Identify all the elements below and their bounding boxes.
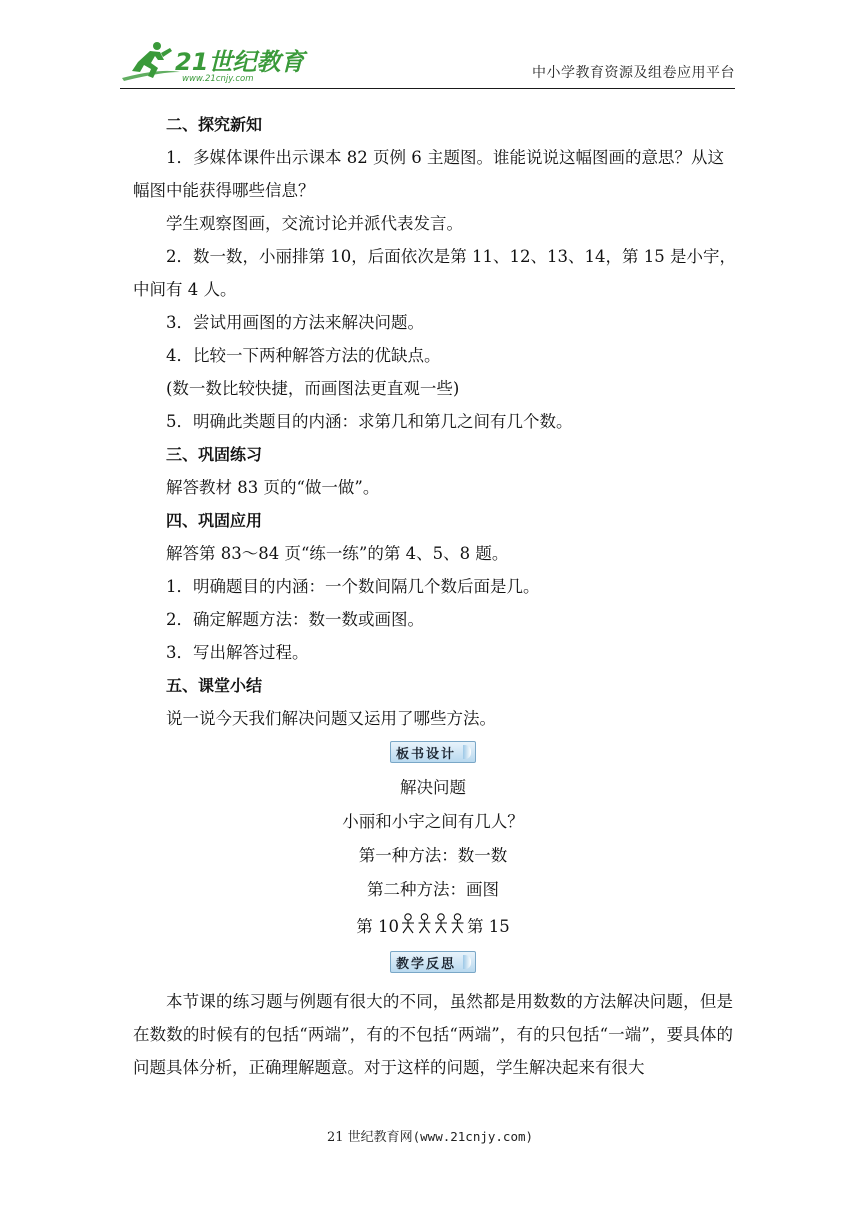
board-line: 小丽和小宇之间有几人？ (342, 812, 524, 831)
header-platform-text: 中小学教育资源及组卷应用平台 (532, 65, 735, 81)
figure-left-label: 第 10 (356, 917, 399, 936)
paragraph: 2．数一数，小丽排第 10，后面依次是第 11、12、13、14，第 15 是小宇， (166, 247, 736, 266)
footer-url: (www.21cnjy.com) (412, 1129, 534, 1144)
footer-site-name: 21 世纪教育网 (326, 1130, 413, 1145)
stick-figure (402, 914, 414, 933)
paragraph: 幅图中能获得哪些信息？ (133, 181, 315, 200)
section-title: 三、巩固练习 (166, 445, 263, 464)
paragraph: 2．确定解题方法：数一数或画图。 (166, 610, 424, 629)
paragraph: (数一数比较快捷，而画图法更直观一些) (166, 379, 460, 398)
svg-text:www.21cnjy.com: www.21cnjy.com (182, 74, 254, 84)
paragraph: 说一说今天我们解决问题又运用了哪些方法。 (166, 709, 496, 728)
section-title: 五、课堂小结 (166, 676, 263, 695)
header-divider (120, 88, 735, 89)
paragraph: 解答教材 83 页的“做一做”。 (166, 478, 380, 497)
site-logo (120, 38, 305, 84)
board-banner-wrap (133, 735, 733, 771)
reflection-banner-wrap (133, 947, 733, 985)
stick-figure (452, 914, 464, 933)
board-line: 第一种方法：数一数 (358, 846, 508, 865)
stick-figure (419, 914, 431, 933)
teaching-reflection-banner: 教学反思 (390, 951, 476, 973)
stick-figure (435, 914, 447, 933)
board-design-banner: 板书设计 (390, 741, 476, 763)
section-title: 四、巩固应用 (166, 511, 263, 530)
page-footer (0, 1126, 860, 1145)
document-body (133, 108, 736, 1084)
section-title: 二、探究新知 (166, 115, 263, 134)
paragraph: 4．比较一下两种解答方法的优缺点。 (166, 346, 441, 365)
svg-text:21世纪教育: 21世纪教育 (175, 48, 305, 76)
stick-figures (399, 913, 467, 935)
paragraph: 1．明确题目的内涵：一个数间隔几个数后面是几。 (166, 577, 540, 596)
paragraph: 3．写出解答过程。 (166, 643, 309, 662)
reflection-paragraph: 本节课的练习题与例题有很大的不同，虽然都是用数数的方法解决问题，但是在数数的时候有的包括“两端”，有的不包括“两端”，有的只包括“一端”，要具体的问题具体分析，正确理解题意。对于这样的问题，学生解决起来有很大 (133, 992, 733, 1077)
board-line: 第二种方法：画图 (367, 880, 499, 899)
paragraph: 学生观察图画，交流讨论并派代表发言。 (166, 214, 463, 233)
board-line: 解决问题 (400, 778, 466, 797)
paragraph: 解答第 83～84 页“练一练”的第 4、5、8 题。 (166, 544, 509, 563)
paragraph: 3．尝试用画图的方法来解决问题。 (166, 313, 424, 332)
figure-right-label: 第 15 (467, 917, 510, 936)
paragraph: 5．明确此类题目的内涵：求第几和第几之间有几个数。 (166, 412, 573, 431)
page-header (120, 38, 735, 88)
figure-diagram (133, 907, 733, 947)
paragraph: 1．多媒体课件出示课本 82 页例 6 主题图。谁能说说这幅图画的意思？从这 (166, 148, 724, 167)
paragraph: 中间有 4 人。 (133, 280, 237, 299)
